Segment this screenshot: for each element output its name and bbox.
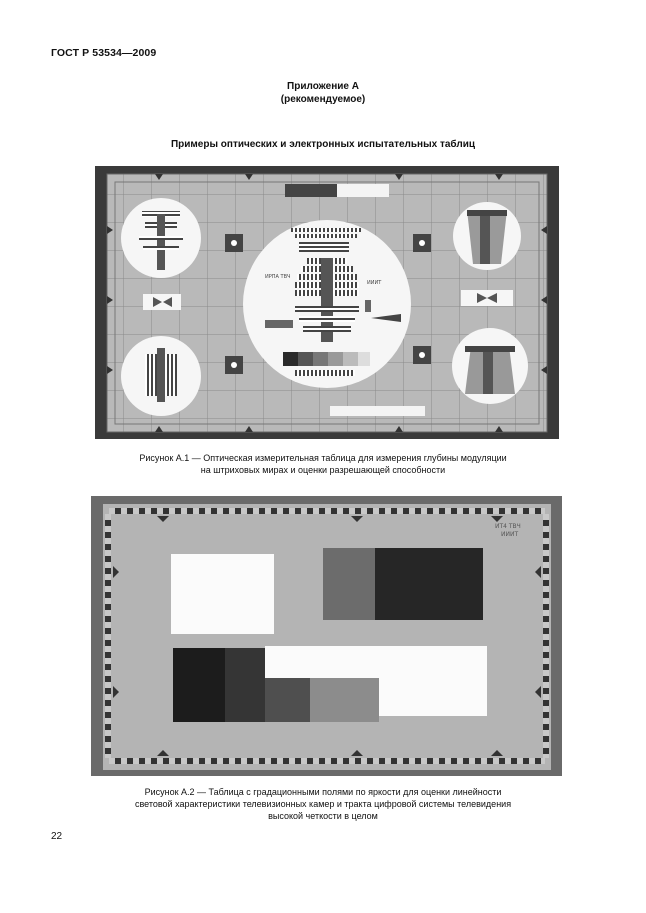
- chart-mark-left: ИРПА ТВЧ: [265, 274, 291, 280]
- annex-status: (рекомендуемое): [280, 94, 366, 105]
- annex-heading: [0, 80, 646, 106]
- figure-a1-caption: [0, 452, 646, 476]
- chart-mark-right: ИИИТ: [367, 280, 382, 286]
- figure-a1-test-chart-photo: [95, 166, 559, 439]
- page-number: 22: [51, 831, 63, 842]
- chart-mark-line2: ИИИТ: [501, 531, 519, 538]
- figure-a2-caption-line2: световой характеристики телевизионных камер и тракта цифровой системы телевидения: [134, 799, 512, 809]
- figure-a2-caption-line1: Рисунок А.2 — Таблица с градационными полями по яркости для оценки линейности: [144, 787, 502, 797]
- figure-a2-test-chart-photo: [91, 496, 562, 776]
- test-chart-a2-drawing: [91, 496, 562, 776]
- test-chart-a1-drawing: [95, 166, 559, 439]
- figure-a1-caption-line2: на штриховых мирах и оценки разрешающей способности: [200, 465, 446, 475]
- figure-a2-caption-line3: высокой четкости в целом: [268, 811, 378, 821]
- section-title: Примеры оптических и электронных испытательных таблиц: [170, 139, 476, 150]
- annex-title: Приложение А: [287, 81, 359, 92]
- figure-a1-caption-line1: Рисунок А.1 — Оптическая измерительная таблица для измерения глубины модуляции: [139, 453, 507, 463]
- document-header: ГОСТ Р 53534—2009: [51, 47, 157, 59]
- chart-mark-line1: ИТ4 ТВЧ: [495, 523, 521, 530]
- figure-a2-caption: [0, 786, 646, 822]
